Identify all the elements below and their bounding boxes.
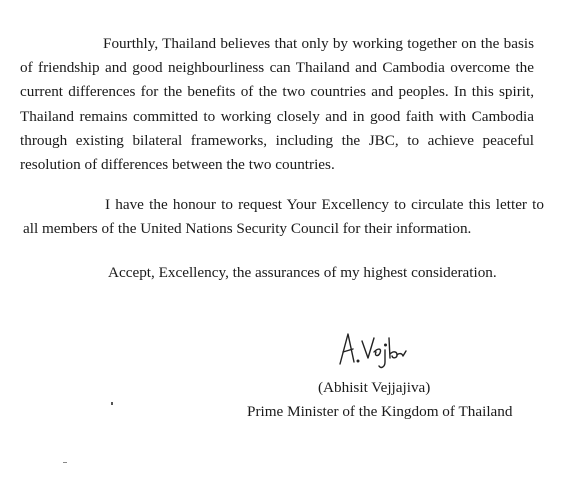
paragraph-fourthly: Fourthly, Thailand believes that only by working together on the basis of friendship and good neighbourliness can Thailand and Cambodia overcome the current differences for the benefits of the two countries and peoples. In this spirit, Thailand remains committed to working closely and in good faith with Cambodia through existing bilateral frameworks, including the JBC, to achieve peaceful resolution of differences between the two countries. (20, 35, 534, 174)
signatory-name: (Abhisit Vejjajiva) (318, 379, 431, 396)
closing-line: Accept, Excellency, the assurances of my highest consideration. (108, 264, 497, 281)
paragraph-circulation-request: I have the honour to request Your Excellency to circulate this letter to all members of the United Nations Security Council for their information. (23, 196, 544, 238)
scan-speck (111, 402, 113, 405)
signatory-title: Prime Minister of the Kingdom of Thailand (247, 403, 513, 420)
scan-speck (63, 462, 67, 463)
handwritten-signature (330, 326, 410, 372)
